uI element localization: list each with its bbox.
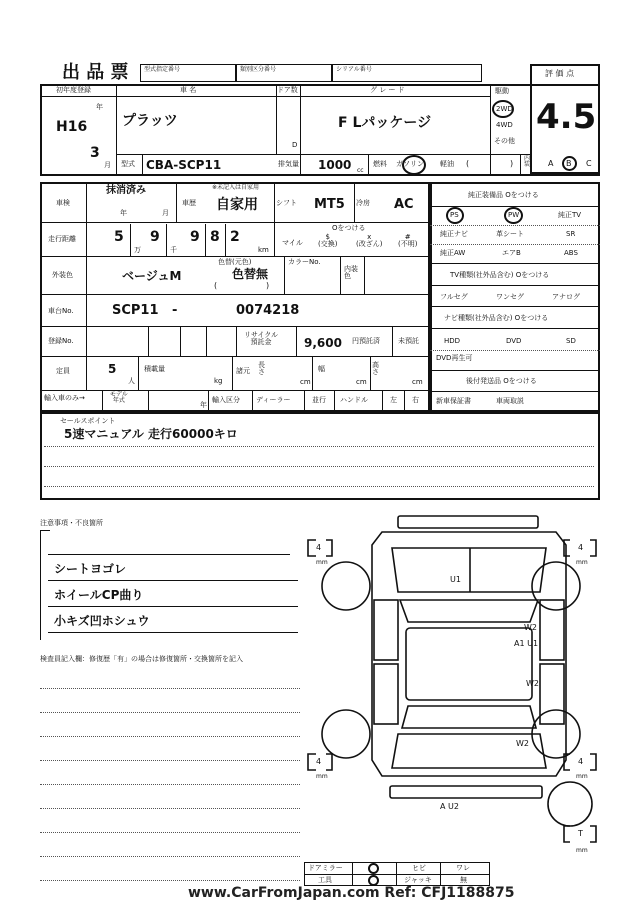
opt-abs: ABS xyxy=(564,249,578,257)
legend-crack: ヒビ xyxy=(412,864,426,872)
mark-hood: U1 xyxy=(450,575,461,584)
opt-aw: 純正AW xyxy=(440,249,466,257)
shift-label: シフト xyxy=(276,199,297,207)
opt-ps: PS xyxy=(450,211,459,219)
mark-rear-bumper: A U2 xyxy=(440,802,459,811)
form-title: 出 品 票 xyxy=(62,62,129,83)
recycle-pending: 未預託 xyxy=(398,337,419,345)
right-label: 右 xyxy=(412,396,419,404)
import-label: 輸入車のみ→ xyxy=(44,394,85,402)
repaint-label: 色替(元色) xyxy=(218,258,252,266)
door-label: ドア数 xyxy=(277,86,298,94)
sales-label: セールスポイント xyxy=(60,417,116,425)
legend-jack: ジャッキ xyxy=(404,876,432,884)
grade-label: グ レ ー ド xyxy=(370,86,405,94)
chassis-dash: - xyxy=(172,303,178,318)
capacity-label: 定員 xyxy=(56,367,70,375)
serial-label: シリアル番号 xyxy=(336,66,372,73)
interior-c: C xyxy=(586,159,592,168)
year-unit: 年 xyxy=(96,103,103,111)
recycle-value: 9,600 xyxy=(304,336,342,350)
mark-fr-fender: W2 xyxy=(524,623,537,632)
legend-none: 無 xyxy=(460,876,467,884)
mile-label: マイル xyxy=(282,239,303,247)
fuel-diesel: 軽油 xyxy=(440,160,454,168)
score-value: 4.5 xyxy=(536,97,597,137)
inspector-label: 検査員記入欄：修復歴「有」の場合は修復箇所・交換箇所を記入 xyxy=(40,655,243,663)
mileage-label: 走行距離 xyxy=(48,235,76,243)
tv-one: ワンセグ xyxy=(496,293,524,301)
door-unit: D xyxy=(292,141,298,149)
shaken-label: 車検 xyxy=(56,199,70,207)
score-label: 評 価 点 xyxy=(545,69,575,78)
sen-unit: 千 xyxy=(170,246,177,254)
legend-mirror: ドアミラー xyxy=(308,864,343,872)
model-type-value: CBA-SCP11 xyxy=(146,158,222,172)
repaint-paren-close: ) xyxy=(266,281,270,290)
tread-fr: 4 xyxy=(578,543,584,552)
displacement-value: 1000 xyxy=(318,158,352,172)
note-item-1: シートヨゴレ xyxy=(54,562,127,576)
tv-full: フルセグ xyxy=(440,293,468,301)
height-cm: cm xyxy=(412,378,423,386)
left-label: 左 xyxy=(390,396,397,404)
recycle-label: リサイクル 預託金 xyxy=(244,331,279,346)
tread-rl: 4 xyxy=(316,757,322,766)
tv-analog: アナログ xyxy=(552,293,580,301)
model-type-label: 型式 xyxy=(121,160,135,168)
person-unit: 人 xyxy=(128,377,135,385)
shift-value: MT5 xyxy=(314,197,345,212)
drive-4wd: 4WD xyxy=(496,121,513,129)
notes-label: 注意事項・不良箇所 xyxy=(40,519,103,527)
ac-label: 冷房 xyxy=(356,199,370,207)
fuel-paren-open: ( xyxy=(466,159,470,168)
load-label: 積載量 xyxy=(144,365,165,373)
ac-value: AC xyxy=(394,197,414,212)
note-item-2: ホイールCP曲り xyxy=(54,588,144,602)
navi-hdd: HDD xyxy=(444,337,461,345)
fuel-paren-close: ) xyxy=(510,159,514,168)
interior-color-label: 内装 色 xyxy=(344,265,358,280)
dealer-label: ディーラー xyxy=(256,396,291,404)
mark-rr-quarter: W2 xyxy=(516,739,529,748)
drive-other: その他 xyxy=(494,137,515,145)
displacement-label: 排気量 xyxy=(278,160,299,168)
dimension-label: 諸元 xyxy=(236,367,250,375)
man-unit: 万 xyxy=(134,246,141,254)
color-no-label: カラーNo. xyxy=(288,258,321,266)
model-year-label: モデル 年式 xyxy=(110,391,128,404)
width-cm: cm xyxy=(356,378,367,386)
model-year-unit: 年 xyxy=(200,401,207,409)
tv-title: TV種類(社外品含む) Oをつける xyxy=(450,271,550,279)
car-name-label: 車 名 xyxy=(180,86,197,94)
chassis-label: 車台No. xyxy=(48,307,74,315)
km-unit: km xyxy=(258,246,269,254)
cc-unit: cc xyxy=(357,167,364,174)
repaint-paren-open: ( xyxy=(214,281,218,290)
handle-label: ハンドル xyxy=(340,396,368,404)
parallel-label: 並行 xyxy=(312,396,326,404)
width-label: 幅 xyxy=(318,365,325,373)
opt-navi: 純正ナビ xyxy=(440,230,468,238)
legend-tools: 工具 xyxy=(318,876,332,884)
unknown-label: # (不明) xyxy=(398,233,418,248)
grade-value: F Lパッケージ xyxy=(338,115,432,131)
dvd-play: DVD再生可 xyxy=(436,354,473,362)
kg-unit: kg xyxy=(214,377,223,385)
model-code-label: 型式指定番号 xyxy=(144,66,181,73)
history-note: ※未記入は自家用 xyxy=(212,184,260,191)
navi-dvd: DVD xyxy=(506,337,522,345)
history-value: 自家用 xyxy=(216,197,258,213)
first-reg-year: H16 xyxy=(56,119,88,135)
month-unit: 月 xyxy=(104,161,111,169)
genuine-title: 純正装備品 Oをつける xyxy=(468,191,539,199)
aftermarket-title: 後付発送品 Oをつける xyxy=(466,377,537,385)
tamper-label: x (改ざん) xyxy=(356,233,383,248)
exchange-label: $ (交換) xyxy=(318,233,338,248)
mileage-digit-1: 5 xyxy=(114,229,124,245)
navi-title: ナビ種類(社外品含む) Oをつける xyxy=(444,314,549,322)
mark-fr-door: A1 U1 xyxy=(514,639,539,648)
mark-note: Oをつける xyxy=(332,224,366,232)
note-item-3: 小キズ凹ホシュウ xyxy=(54,614,150,628)
exterior-value: ベージュM xyxy=(122,269,182,283)
length-label: 長さ xyxy=(258,361,265,376)
opt-leather: 革シート xyxy=(496,230,524,238)
tread-fl: 4 xyxy=(316,543,322,552)
tread-fr-unit: mm xyxy=(576,559,588,566)
car-name: プラッツ xyxy=(122,113,178,129)
shaken-month-unit: 月 xyxy=(162,209,169,217)
opt-tv: 純正TV xyxy=(558,211,582,219)
opt-pw: PW xyxy=(508,211,520,219)
legend-broken: ワレ xyxy=(456,864,470,872)
interior-b: B xyxy=(566,159,572,168)
mileage-digit-4: 8 xyxy=(210,229,220,245)
category-label: 類別区分番号 xyxy=(240,66,277,73)
first-reg-label: 初年度登録 xyxy=(56,86,91,94)
repaint-value: 色替無 xyxy=(232,267,269,281)
opt-sr: SR xyxy=(566,230,576,238)
history-label: 車歴 xyxy=(182,199,196,207)
capacity-value: 5 xyxy=(108,362,117,376)
recycle-unit: 円預託済 xyxy=(352,337,380,345)
mileage-digit-5: 2 xyxy=(230,229,240,245)
tread-rl-unit: mm xyxy=(316,773,328,780)
shaken-year-unit: 年 xyxy=(120,209,127,217)
length-cm: cm xyxy=(300,378,311,386)
manual: 車両取説 xyxy=(496,397,524,405)
interior-label: 内装 xyxy=(524,155,531,168)
navi-sd: SD xyxy=(566,337,576,345)
import-type-label: 輸入区分 xyxy=(212,396,240,404)
fuel-label: 燃料 xyxy=(373,160,387,168)
chassis-number: 0074218 xyxy=(236,303,300,318)
spare-tire: T xyxy=(578,829,583,838)
interior-a: A xyxy=(548,159,554,168)
height-label: 高さ xyxy=(372,361,379,376)
tread-rr-unit: mm xyxy=(576,773,588,780)
chassis-prefix: SCP11 xyxy=(112,303,159,318)
tread-rr: 4 xyxy=(578,757,584,766)
sales-line-1: 5速マニュアル 走行60000キロ xyxy=(64,427,238,441)
shaken-value: 抹消済み xyxy=(106,185,146,196)
exterior-label: 外装色 xyxy=(52,271,73,279)
drive-label: 駆動 xyxy=(495,87,509,95)
drive-2wd: 2WD xyxy=(496,105,513,113)
spare-unit: mm xyxy=(576,847,588,854)
first-reg-month: 3 xyxy=(90,145,100,161)
fuel-gas: ガソリン xyxy=(396,160,424,168)
tread-fl-unit: mm xyxy=(316,559,328,566)
opt-airbag: エアB xyxy=(502,249,521,257)
warranty-book: 新車保証書 xyxy=(436,397,471,405)
mark-rr-door: W2 xyxy=(526,679,539,688)
mileage-digit-2: 9 xyxy=(150,229,160,245)
watermark: www.CarFromJapan.com Ref: CFJ1188875 xyxy=(188,885,515,901)
legend-mirror-circle xyxy=(368,863,379,874)
mileage-digit-3: 9 xyxy=(190,229,200,245)
reg-no-label: 登録No. xyxy=(48,337,74,345)
